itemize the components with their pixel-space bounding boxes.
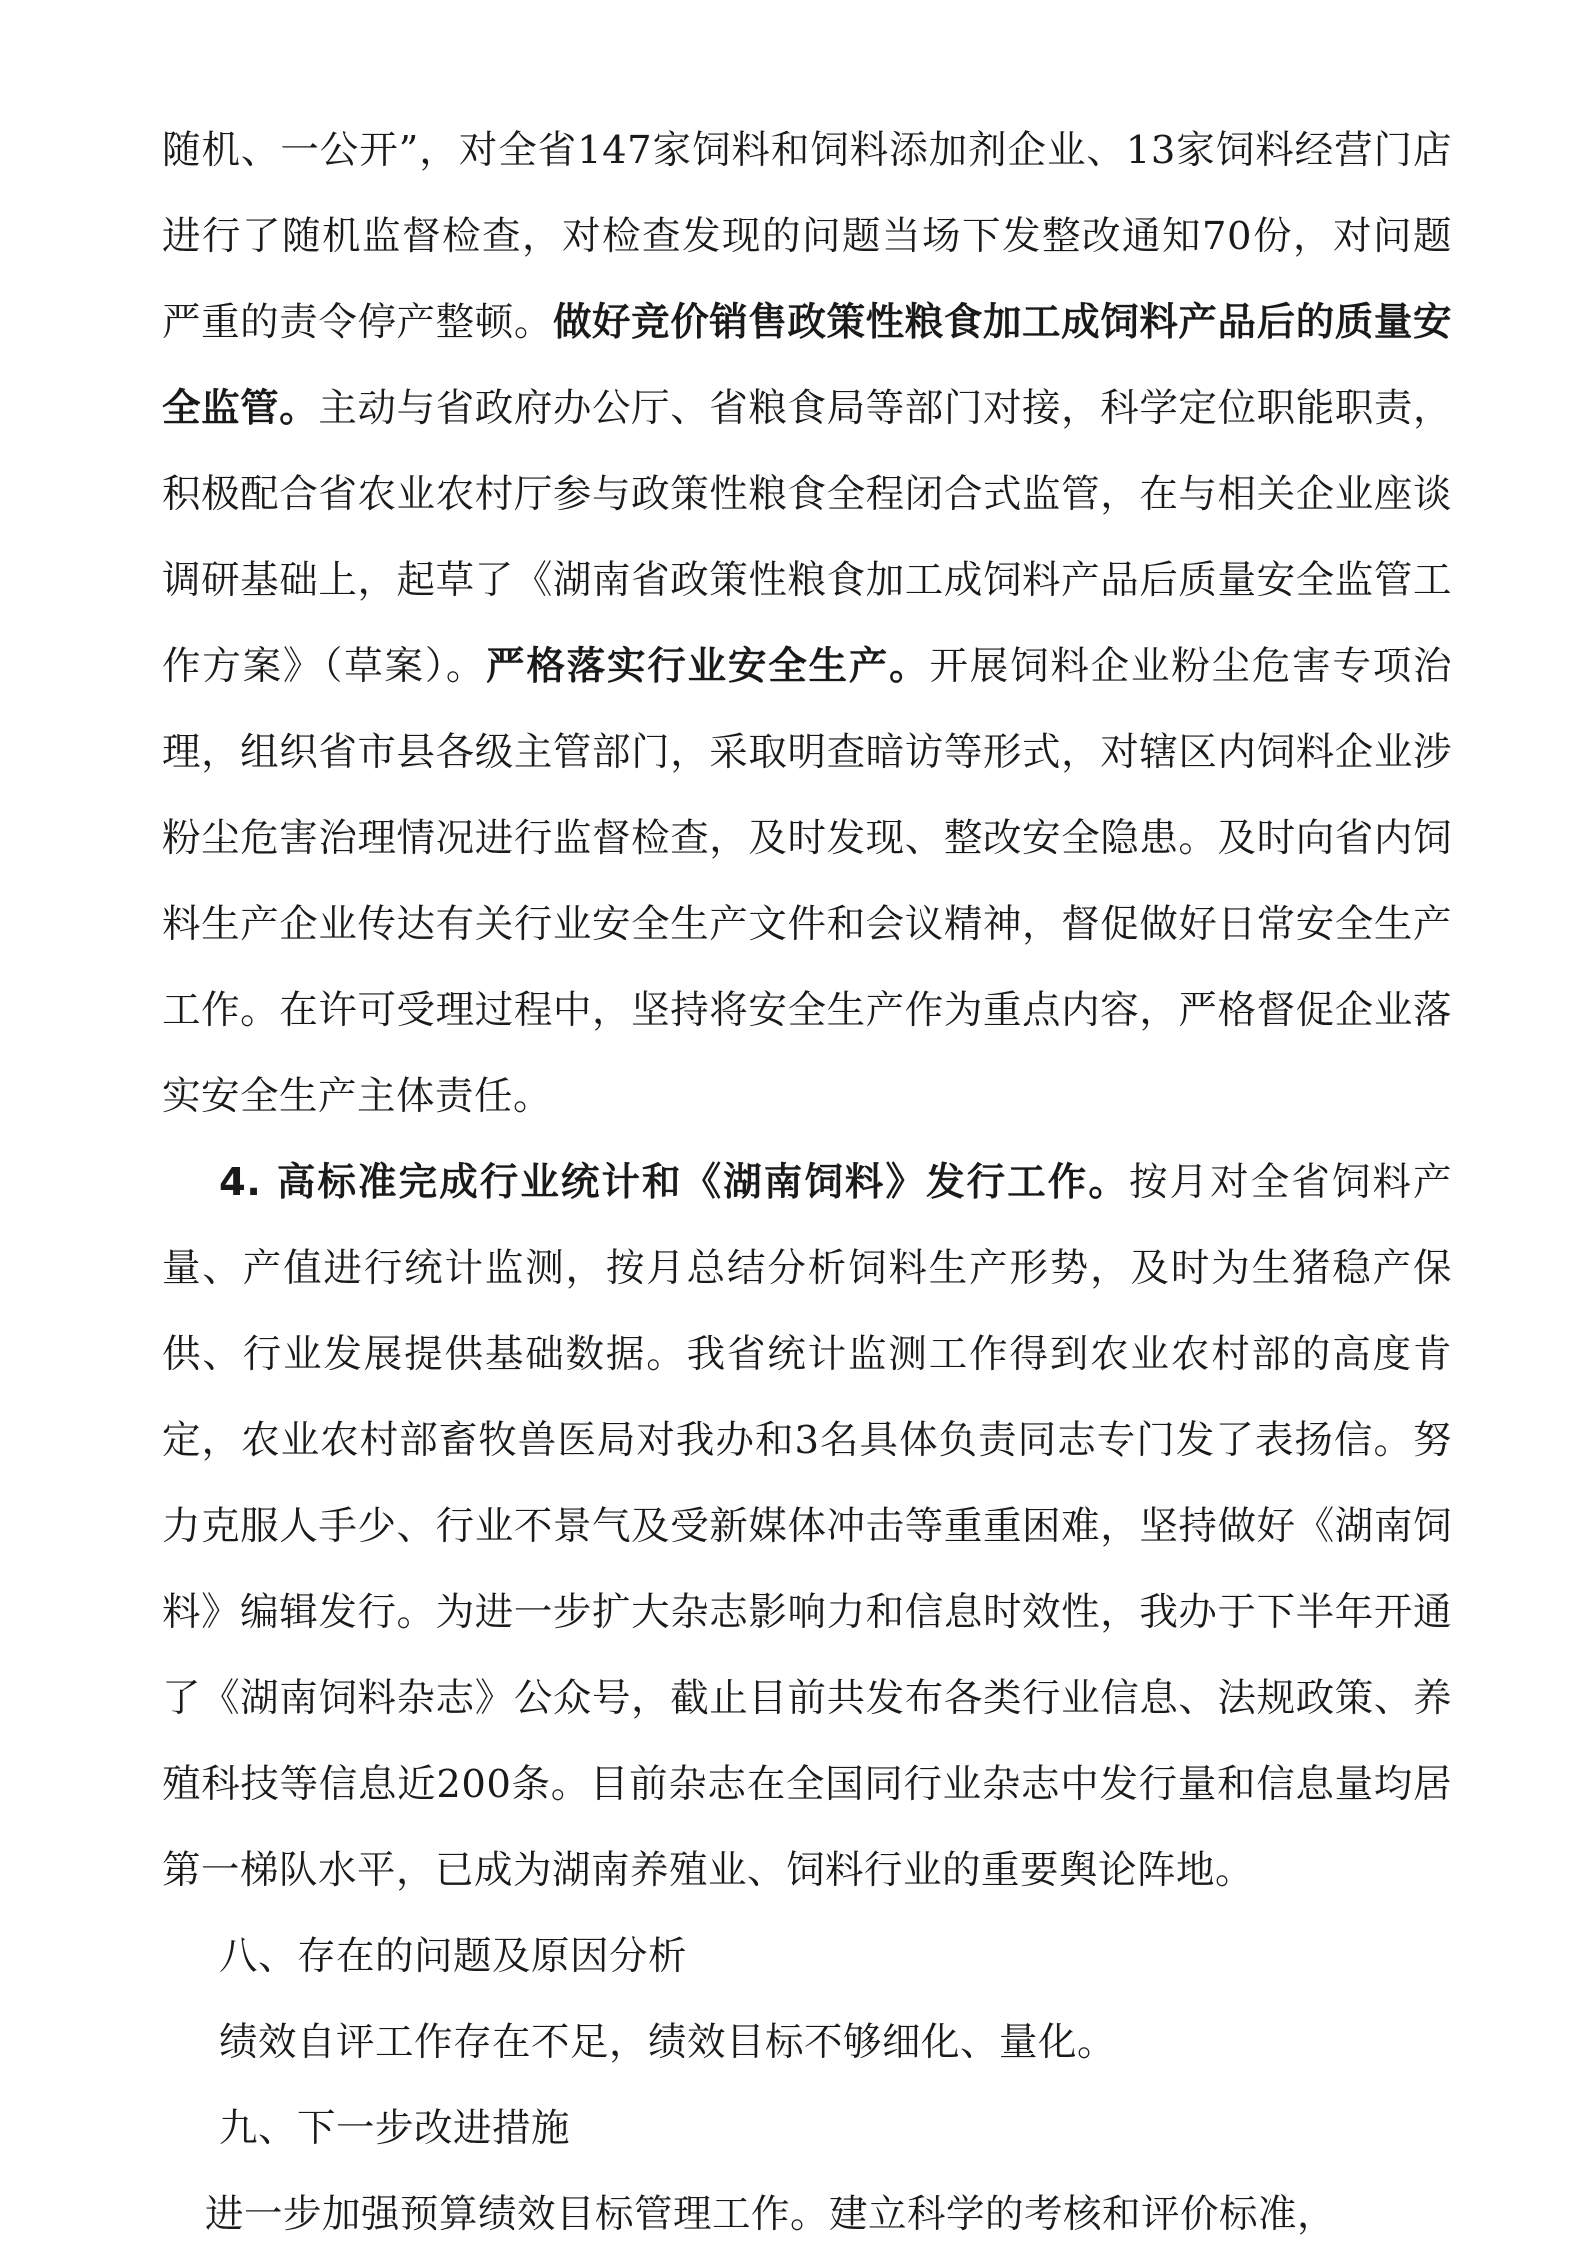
paragraph-text: 按月对全省饲料产量、产值进行统计监测，按月总结分析饲料生产形势，及时为生猪稳产保供、行业发展提供基础数据。我省统计监测工作得到农业农村部的高度肯定，农业农村部畜牧兽医局对我办和3名具体负责同志专门发了表扬信。努力克服人手少、行业不景气及受新媒体冲击等重重困难，坚持做好《湖南饲料》编辑发行。为进一步扩大杂志影响力和信息时效性，我办于下半年开通了《湖南饲料杂志》公众号，截止目前共发布各类行业信息、法规政策、养殖科技等信息近200条。目前杂志在全国同行业杂志中发行量和信息量均居第一梯队水平，已成为湖南养殖业、饲料行业的重要舆论阵地。 — [162, 1160, 1452, 1893]
paragraph-text: 主动与省政府办公厅、省粮食局等部门对接，科学定位职能职责，积极配合省农业农村厅参与政策性粮食全程闭合式监管，在与相关企业座谈调研基础上，起草了《湖南省政策性粮食加工成饲料产品后质量安全监管工作方案》（草案）。 — [162, 386, 1452, 689]
paragraph-text: 开展饲料企业粉尘危害专项治理，组织省市县各级主管部门，采取明查暗访等形式，对辖区内饲料企业涉粉尘危害治理情况进行监督检查，及时发现、整改安全隐患。及时向省内饲料生产企业传达有关行业安全生产文件和会议精神，督促做好日常安全生产工作。在许可受理过程中，坚持将安全生产作为重点内容，严格督促企业落实安全生产主体责任。 — [162, 644, 1452, 1119]
bold-lead-grain-supervision: 做好竞价销售政策性粮食加工成饲料产品后的质量安全监管。 — [162, 300, 1452, 431]
paragraph-text: 随机、一公开”，对全省147家饲料和饲料添加剂企业、13家饲料经营门店进行了随机监督检查，对检查发现的问题当场下发整改通知70份，对问题严重的责令停产整顿。 — [162, 128, 1452, 345]
section-heading-9: 九、下一步改进措施 — [219, 2106, 571, 2151]
bold-lead-statistics: 4. 高标准完成行业统计和《湖南饲料》发行工作。 — [219, 1160, 1129, 1205]
document-body — [162, 108, 1452, 2258]
bold-lead-safety-production: 严格落实行业安全生产。 — [486, 644, 930, 689]
paragraph-problems: 绩效自评工作存在不足，绩效目标不够细化、量化。 — [219, 2020, 1117, 2065]
paragraph-improvements: 进一步加强预算绩效目标管理工作。建立科学的考核和评价标准， — [205, 2192, 1337, 2237]
section-heading-8: 八、存在的问题及原因分析 — [219, 1934, 688, 1979]
paragraph-supervision — [162, 108, 1452, 1140]
paragraph-statistics — [162, 1140, 1452, 1914]
